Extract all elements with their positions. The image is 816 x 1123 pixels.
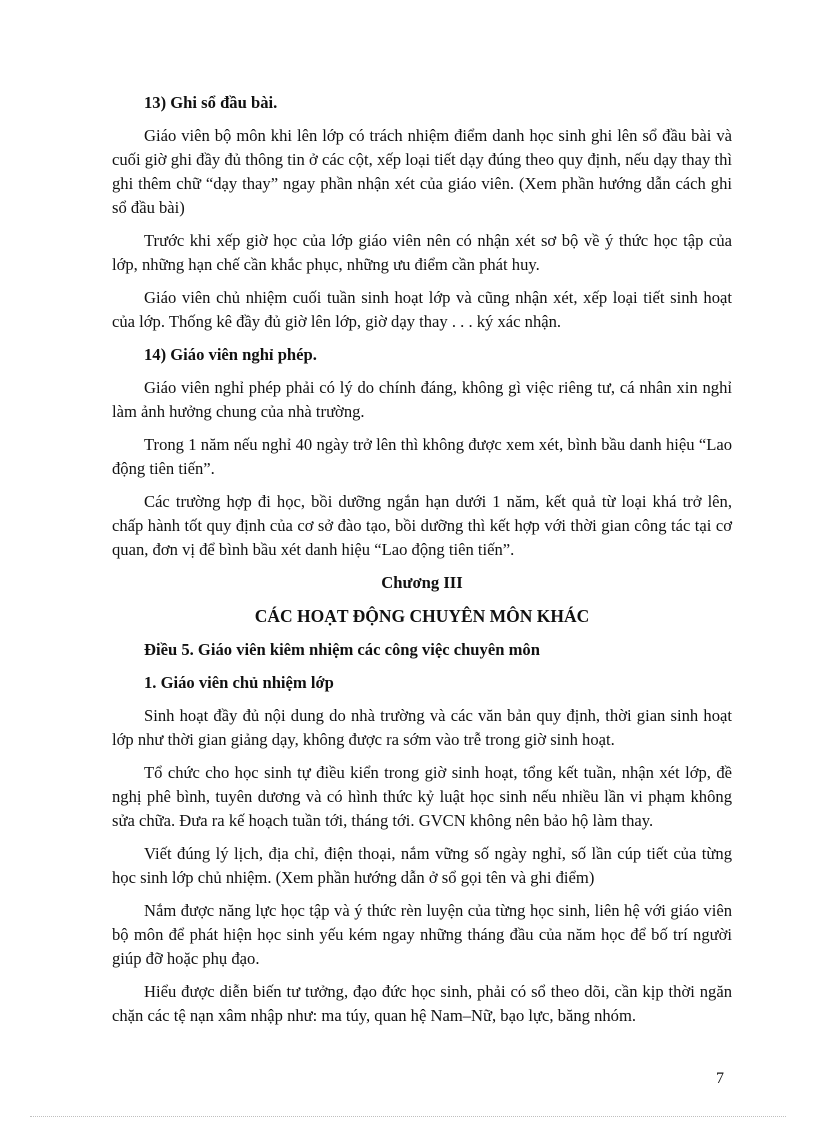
paragraph: Sinh hoạt đầy đủ nội dung do nhà trường và các văn bản quy định, thời gian sinh hoạt lớp như thời gian giảng dạy, không được ra sớm vào trễ trong giờ sinh hoạt.	[112, 706, 732, 749]
paragraph: Giáo viên chủ nhiệm cuối tuần sinh hoạt lớp và cũng nhận xét, xếp loại tiết sinh hoạt của lớp. Thống kê đầy đủ giờ lên lớp, giờ dạy thay . . . ký xác nhận.	[112, 288, 732, 331]
subsection-heading: 1. Giáo viên chủ nhiệm lớp	[144, 673, 334, 692]
paragraph: Giáo viên nghỉ phép phải có lý do chính đáng, không gì việc riêng tư, cá nhân xin nghỉ làm ảnh hưởng chung của nhà trường.	[112, 378, 732, 421]
paragraph: Nắm được năng lực học tập và ý thức rèn luyện của từng học sinh, liên hệ với giáo viên bộ môn để phát hiện học sinh yếu kém ngay những tháng đầu của năm học để bố trí người giúp đỡ hoặc phụ đạo.	[112, 901, 732, 968]
page-number: 7	[716, 1070, 724, 1087]
paragraph: Các trường hợp đi học, bồi dưỡng ngắn hạn dưới 1 năm, kết quả từ loại khá trở lên, chấp hành tốt quy định của cơ sở đào tạo, bồi dưỡng thì kết hợp với thời gian công tác tại cơ quan, đơn vị để bình bầu xét danh hiệu “Lao động tiên tiến”.	[112, 492, 732, 559]
chapter-title: CÁC HOẠT ĐỘNG CHUYÊN MÔN KHÁC	[254, 606, 590, 626]
paragraph: Hiểu được diễn biến tư tưởng, đạo đức học sinh, phải có sổ theo dõi, cần kịp thời ngăn chặn các tệ nạn xâm nhập như: ma túy, quan hệ Nam–Nữ, bạo lực, băng nhóm.	[112, 982, 732, 1025]
footer-divider	[30, 1116, 786, 1117]
article-heading: Điều 5. Giáo viên kiêm nhiệm các công việc chuyên môn	[144, 640, 540, 659]
section-heading: 13) Ghi sổ đầu bài.	[144, 93, 278, 112]
paragraph: Giáo viên bộ môn khi lên lớp có trách nhiệm điểm danh học sinh ghi lên sổ đầu bài và cuối giờ ghi đầy đủ thông tin ở các cột, xếp loại tiết dạy đúng theo quy định, nếu dạy thay thì ghi thêm chữ “dạy thay” ngay phần nhận xét của giáo viên. (Xem phần hướng dẫn cách ghi sổ đầu bài)	[112, 126, 732, 217]
paragraph: Viết đúng lý lịch, địa chỉ, điện thoại, nắm vững số ngày nghỉ, số lần cúp tiết của từng học sinh lớp chủ nhiệm. (Xem phần hướng dẫn ở sổ gọi tên và ghi điểm)	[112, 844, 732, 887]
paragraph: Tổ chức cho học sinh tự điều kiển trong giờ sinh hoạt, tổng kết tuần, nhận xét lớp, đề nghị phê bình, tuyên dương và có hình thức kỷ luật học sinh nếu nhiều lần vi phạm không sửa chữa. Đưa ra kế hoạch tuần tới, tháng tới. GVCN không nên bảo hộ làm thay.	[112, 763, 732, 830]
paragraph: Trước khi xếp giờ học của lớp giáo viên nên có nhận xét sơ bộ về ý thức học tập của lớp, những hạn chế cần khắc phục, những ưu điểm cần phát huy.	[112, 231, 732, 274]
chapter-label: Chương III	[381, 573, 463, 592]
paragraph: Trong 1 năm nếu nghỉ 40 ngày trở lên thì không được xem xét, bình bầu danh hiệu “Lao động tiên tiến”.	[112, 435, 732, 478]
section-heading: 14) Giáo viên nghỉ phép.	[144, 345, 317, 364]
page-content	[112, 91, 732, 1037]
